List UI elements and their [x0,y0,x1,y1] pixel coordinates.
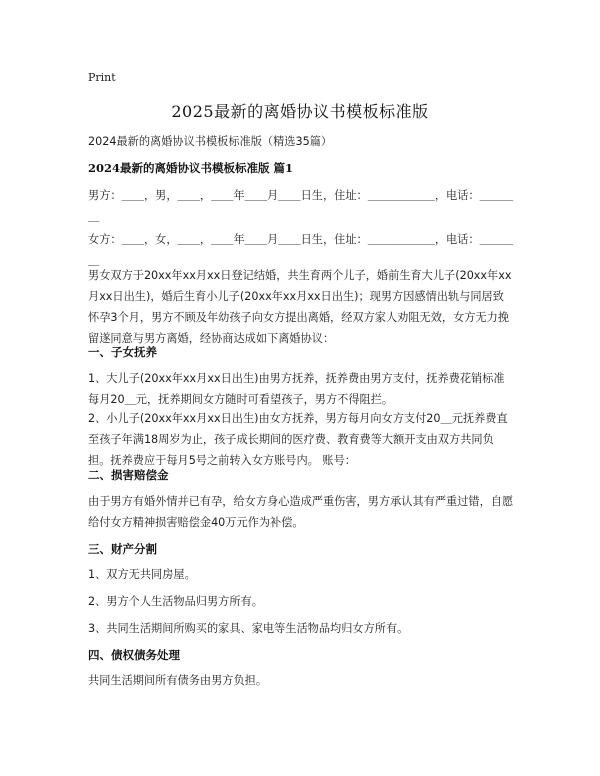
subtitle: 2024最新的离婚协议书模板标准版（精选35篇） [88,135,333,148]
female-party-line: 女方：＿＿，女，＿＿，＿＿年＿＿月＿＿日生，住址：＿＿＿＿＿＿，电话：＿＿＿＿ [88,233,514,267]
heading-property: 三、财产分割 [88,542,157,556]
compensation-paragraph: 由于男方有婚外情并已有孕，给女方身心造成严重伤害，男方承认其有严重过错，自愿给付女方精神损害赔偿金40万元作为补偿。 [88,495,514,529]
section-title: 2024最新的离婚协议书模板标准版 篇1 [88,161,294,175]
print-link[interactable]: Print [88,71,116,84]
page-title: 2025最新的离婚协议书模板标准版 [171,102,429,121]
child-clause-1: 1、大儿子(20xx年xx月xx日出生)由男方抚养，抚养费由男方支付，抚养费花销标准每月20＿元，抚养期间女方随时可看望孩子，男方不得阻拦。 [88,372,505,406]
child-clause-2: 2、小儿子(20xx年xx月xx日出生)由女方抚养，男方每月向女方支付20＿元抚养费直至孩子年满18周岁为止，孩子成长期间的医疗费、教育费等大额开支由双方共同负担。抚养费应于每月5号之前转入女方账号内。 账号： [88,412,508,467]
male-party-line: 男方：＿＿，男，＿＿，＿＿年＿＿月＿＿日生，住址：＿＿＿＿＿＿，电话：＿＿＿＿ [88,189,514,223]
property-clause-1: 1、双方无共同房屋。 [88,568,196,581]
heading-debt: 四、债权债务处理 [88,648,180,662]
heading-compensation: 二、损害赔偿金 [88,468,169,482]
intro-paragraph: 男女双方于20xx年xx月xx日登记结婚，共生育两个儿子，婚前生育大儿子(20xx年xx月xx日出生)，婚后生育小儿子(20xx年xx月xx日出生)；现男方因感情出轨与同居致怀孕3个月，男方不顾及年幼孩子向女方提出离婚，经双方家人劝阻无效，女方无力挽留遂同意与男方离婚，经协商达成如下离婚协议： [88,269,512,345]
property-clause-2: 2、男方个人生活物品归男方所有。 [88,595,263,608]
property-clause-3: 3、共同生活期间所购买的家具、家电等生活物品均归女方所有。 [88,622,409,635]
heading-child-custody: 一、子女抚养 [88,345,157,359]
debt-paragraph: 共同生活期间所有债务由男方负担。 [88,674,268,687]
